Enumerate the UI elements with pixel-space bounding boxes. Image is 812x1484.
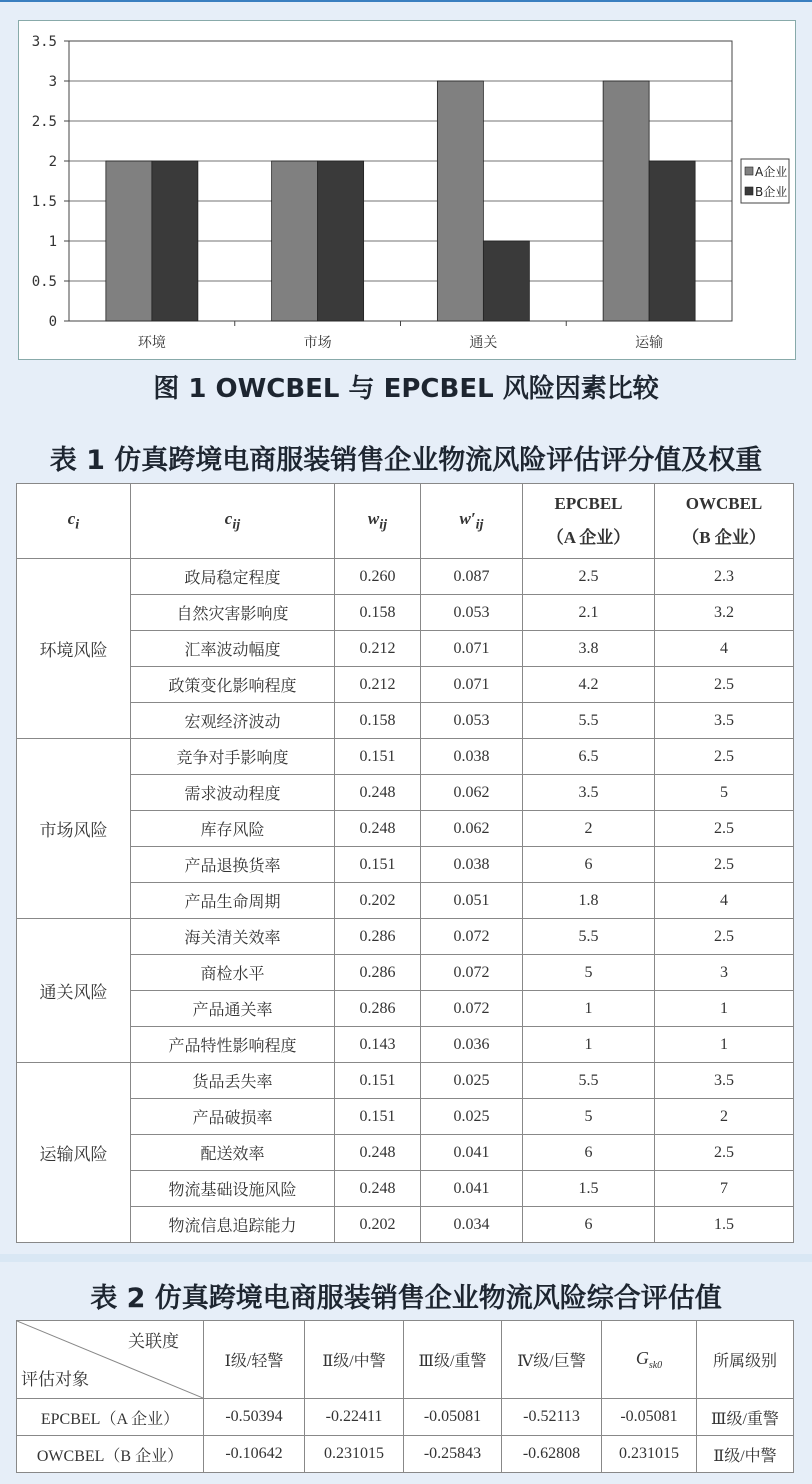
score-owcbel: 4: [655, 631, 794, 667]
table2-header-level2: Ⅱ级/中警: [305, 1321, 404, 1399]
corner-top-label: 关联度: [128, 1332, 179, 1351]
risk-category: 通关风险: [17, 919, 131, 1063]
table-row: [17, 631, 794, 667]
bar-b-2: [483, 241, 529, 321]
weight-wpij: 0.062: [421, 775, 523, 811]
value-g: 0.231015: [602, 1436, 697, 1473]
table2: [16, 1320, 794, 1473]
table1-title: 表 1 仿真跨境电商服装销售企业物流风险评估评分值及权重: [49, 445, 763, 476]
y-tick-label: 1: [48, 234, 57, 250]
weight-wij: 0.151: [335, 847, 421, 883]
legend-swatch: [745, 187, 753, 195]
score-epcbel: 6: [523, 1207, 655, 1243]
eval-object: OWCBEL（B 企业）: [17, 1436, 204, 1473]
weight-wij: 0.143: [335, 1027, 421, 1063]
bar-chart: [19, 21, 795, 359]
table-row: [17, 559, 794, 595]
weight-wpij: 0.071: [421, 631, 523, 667]
weight-wpij: 0.072: [421, 919, 523, 955]
indicator-name: 宏观经济波动: [131, 703, 335, 739]
table-row: [17, 1207, 794, 1243]
weight-wij: 0.151: [335, 739, 421, 775]
score-epcbel: 5.5: [523, 919, 655, 955]
score-epcbel: 5: [523, 955, 655, 991]
table-row: [17, 955, 794, 991]
table2-header-g: $G_{sk0}$: [602, 1321, 697, 1399]
score-epcbel: 2.5: [523, 559, 655, 595]
weight-wpij: 0.025: [421, 1099, 523, 1135]
weight-wpij: 0.038: [421, 739, 523, 775]
value-level4: -0.62808: [502, 1436, 602, 1473]
score-owcbel: 1: [655, 991, 794, 1027]
table2-header-row: [17, 1321, 794, 1399]
weight-wpij: 0.038: [421, 847, 523, 883]
risk-category: 市场风险: [17, 739, 131, 919]
table2-title: 表 2 仿真跨境电商服装销售企业物流风险综合评估值: [90, 1283, 722, 1314]
indicator-name: 汇率波动幅度: [131, 631, 335, 667]
score-epcbel: 3.8: [523, 631, 655, 667]
weight-wpij: 0.051: [421, 883, 523, 919]
score-epcbel: 1.8: [523, 883, 655, 919]
weight-wpij: 0.041: [421, 1135, 523, 1171]
header-epcbel: EPCBEL （A 企业）: [523, 484, 655, 559]
table-row: [17, 991, 794, 1027]
indicator-name: 货品丢失率: [131, 1063, 335, 1099]
y-tick-label: 2.5: [31, 114, 57, 130]
score-epcbel: 2.1: [523, 595, 655, 631]
indicator-name: 物流信息追踪能力: [131, 1207, 335, 1243]
score-epcbel: 5.5: [523, 1063, 655, 1099]
table2-corner-cell: [17, 1321, 204, 1399]
corner-bottom-label: 评估对象: [21, 1370, 89, 1389]
header-wij: $w_{ij}$: [335, 484, 421, 559]
weight-wpij: 0.053: [421, 703, 523, 739]
bar-a-0: [106, 161, 152, 321]
y-tick-label: 1.5: [31, 194, 57, 210]
y-tick-label: 3.5: [31, 34, 57, 50]
figure-caption: 图 1 OWCBEL 与 EPCBEL 风险因素比较: [153, 374, 659, 404]
x-tick-label: 环境: [137, 335, 166, 351]
score-epcbel: 6: [523, 1135, 655, 1171]
table-row: [17, 1099, 794, 1135]
weight-wij: 0.260: [335, 559, 421, 595]
weight-wpij: 0.072: [421, 991, 523, 1027]
weight-wpij: 0.025: [421, 1063, 523, 1099]
weight-wij: 0.212: [335, 631, 421, 667]
table-row: [17, 1063, 794, 1099]
y-tick-label: 3: [48, 74, 57, 90]
indicator-name: 产品特性影响程度: [131, 1027, 335, 1063]
weight-wpij: 0.041: [421, 1171, 523, 1207]
table-row: [17, 1027, 794, 1063]
score-owcbel: 2.5: [655, 919, 794, 955]
header-ci: $c_i$: [17, 484, 131, 559]
score-epcbel: 6.5: [523, 739, 655, 775]
table-row: [17, 811, 794, 847]
x-tick-label: 市场: [303, 335, 332, 351]
risk-category: 环境风险: [17, 559, 131, 739]
score-owcbel: 3.5: [655, 1063, 794, 1099]
score-owcbel: 7: [655, 1171, 794, 1207]
weight-wij: 0.202: [335, 1207, 421, 1243]
indicator-name: 竞争对手影响度: [131, 739, 335, 775]
indicator-name: 产品生命周期: [131, 883, 335, 919]
indicator-name: 物流基础设施风险: [131, 1171, 335, 1207]
table-row: [17, 775, 794, 811]
indicator-name: 政策变化影响程度: [131, 667, 335, 703]
table-row: [17, 739, 794, 775]
weight-wij: 0.202: [335, 883, 421, 919]
indicator-name: 产品通关率: [131, 991, 335, 1027]
value-level2: -0.22411: [305, 1399, 404, 1436]
value-level2: 0.231015: [305, 1436, 404, 1473]
weight-wij: 0.248: [335, 1135, 421, 1171]
score-owcbel: 2.5: [655, 811, 794, 847]
bar-a-1: [272, 161, 318, 321]
weight-wij: 0.212: [335, 667, 421, 703]
risk-category: 运输风险: [17, 1063, 131, 1243]
table-row: [17, 595, 794, 631]
score-epcbel: 1.5: [523, 1171, 655, 1207]
indicator-name: 产品退换货率: [131, 847, 335, 883]
score-epcbel: 4.2: [523, 667, 655, 703]
value-level1: -0.10642: [204, 1436, 305, 1473]
score-owcbel: 5: [655, 775, 794, 811]
table2-body: [17, 1399, 794, 1473]
weight-wij: 0.286: [335, 955, 421, 991]
score-epcbel: 1: [523, 991, 655, 1027]
indicator-name: 海关清关效率: [131, 919, 335, 955]
score-owcbel: 1: [655, 1027, 794, 1063]
weight-wpij: 0.034: [421, 1207, 523, 1243]
indicator-name: 商检水平: [131, 955, 335, 991]
weight-wij: 0.248: [335, 811, 421, 847]
header-wpij: $w'_{ij}$: [421, 484, 523, 559]
score-epcbel: 5: [523, 1099, 655, 1135]
weight-wij: 0.151: [335, 1099, 421, 1135]
table-row: [17, 703, 794, 739]
table-row: [17, 1135, 794, 1171]
score-owcbel: 3.5: [655, 703, 794, 739]
eval-object: EPCBEL（A 企业）: [17, 1399, 204, 1436]
bar-b-0: [152, 161, 198, 321]
legend-swatch: [745, 167, 753, 175]
weight-wpij: 0.071: [421, 667, 523, 703]
score-epcbel: 5.5: [523, 703, 655, 739]
table-row: [17, 883, 794, 919]
weight-wij: 0.286: [335, 991, 421, 1027]
value-level3: -0.05081: [404, 1399, 502, 1436]
table2-header-level4: Ⅳ级/巨警: [502, 1321, 602, 1399]
score-owcbel: 1.5: [655, 1207, 794, 1243]
score-owcbel: 2.3: [655, 559, 794, 595]
score-owcbel: 2.5: [655, 667, 794, 703]
weight-wpij: 0.036: [421, 1027, 523, 1063]
score-owcbel: 2: [655, 1099, 794, 1135]
score-epcbel: 1: [523, 1027, 655, 1063]
score-epcbel: 3.5: [523, 775, 655, 811]
score-epcbel: 2: [523, 811, 655, 847]
x-tick-label: 运输: [635, 335, 664, 351]
assigned-level: Ⅲ级/重警: [697, 1399, 794, 1436]
value-g: -0.05081: [602, 1399, 697, 1436]
x-tick-label: 通关: [469, 335, 498, 351]
header-cij: $c_{ij}$: [131, 484, 335, 559]
bar-a-2: [437, 81, 483, 321]
weight-wpij: 0.072: [421, 955, 523, 991]
value-level3: -0.25843: [404, 1436, 502, 1473]
indicator-name: 自然灾害影响度: [131, 595, 335, 631]
weight-wpij: 0.053: [421, 595, 523, 631]
weight-wij: 0.286: [335, 919, 421, 955]
y-tick-label: 0.5: [31, 274, 57, 290]
table2-header-level1: Ⅰ级/轻警: [204, 1321, 305, 1399]
bar-a-3: [603, 81, 649, 321]
weight-wpij: 0.062: [421, 811, 523, 847]
table-row: [17, 847, 794, 883]
table1: [16, 483, 794, 1243]
table1-body: [17, 559, 794, 1243]
value-level4: -0.52113: [502, 1399, 602, 1436]
header-owcbel: OWCBEL （B 企业）: [655, 484, 794, 559]
value-level1: -0.50394: [204, 1399, 305, 1436]
table-row: [17, 1399, 794, 1436]
weight-wij: 0.248: [335, 1171, 421, 1207]
score-owcbel: 2.5: [655, 847, 794, 883]
indicator-name: 政局稳定程度: [131, 559, 335, 595]
bar-b-1: [318, 161, 364, 321]
table1-header-row: [17, 484, 794, 559]
table-row: [17, 919, 794, 955]
score-owcbel: 4: [655, 883, 794, 919]
bar-b-3: [649, 161, 695, 321]
chart-container: [18, 20, 796, 360]
y-tick-label: 2: [48, 154, 57, 170]
table2-header-level3: Ⅲ级/重警: [404, 1321, 502, 1399]
indicator-name: 配送效率: [131, 1135, 335, 1171]
score-owcbel: 3: [655, 955, 794, 991]
score-owcbel: 3.2: [655, 595, 794, 631]
table2-header-level: 所属级别: [697, 1321, 794, 1399]
weight-wij: 0.158: [335, 703, 421, 739]
score-owcbel: 2.5: [655, 1135, 794, 1171]
legend-label: A企业: [755, 165, 788, 179]
y-tick-label: 0: [48, 314, 57, 330]
legend-label: B企业: [755, 185, 788, 199]
indicator-name: 需求波动程度: [131, 775, 335, 811]
table-row: [17, 1436, 794, 1473]
weight-wpij: 0.087: [421, 559, 523, 595]
weight-wij: 0.248: [335, 775, 421, 811]
table-row: [17, 1171, 794, 1207]
weight-wij: 0.151: [335, 1063, 421, 1099]
weight-wij: 0.158: [335, 595, 421, 631]
indicator-name: 产品破损率: [131, 1099, 335, 1135]
score-epcbel: 6: [523, 847, 655, 883]
assigned-level: Ⅱ级/中警: [697, 1436, 794, 1473]
score-owcbel: 2.5: [655, 739, 794, 775]
table-row: [17, 667, 794, 703]
indicator-name: 库存风险: [131, 811, 335, 847]
figure-panel: [0, 0, 812, 416]
